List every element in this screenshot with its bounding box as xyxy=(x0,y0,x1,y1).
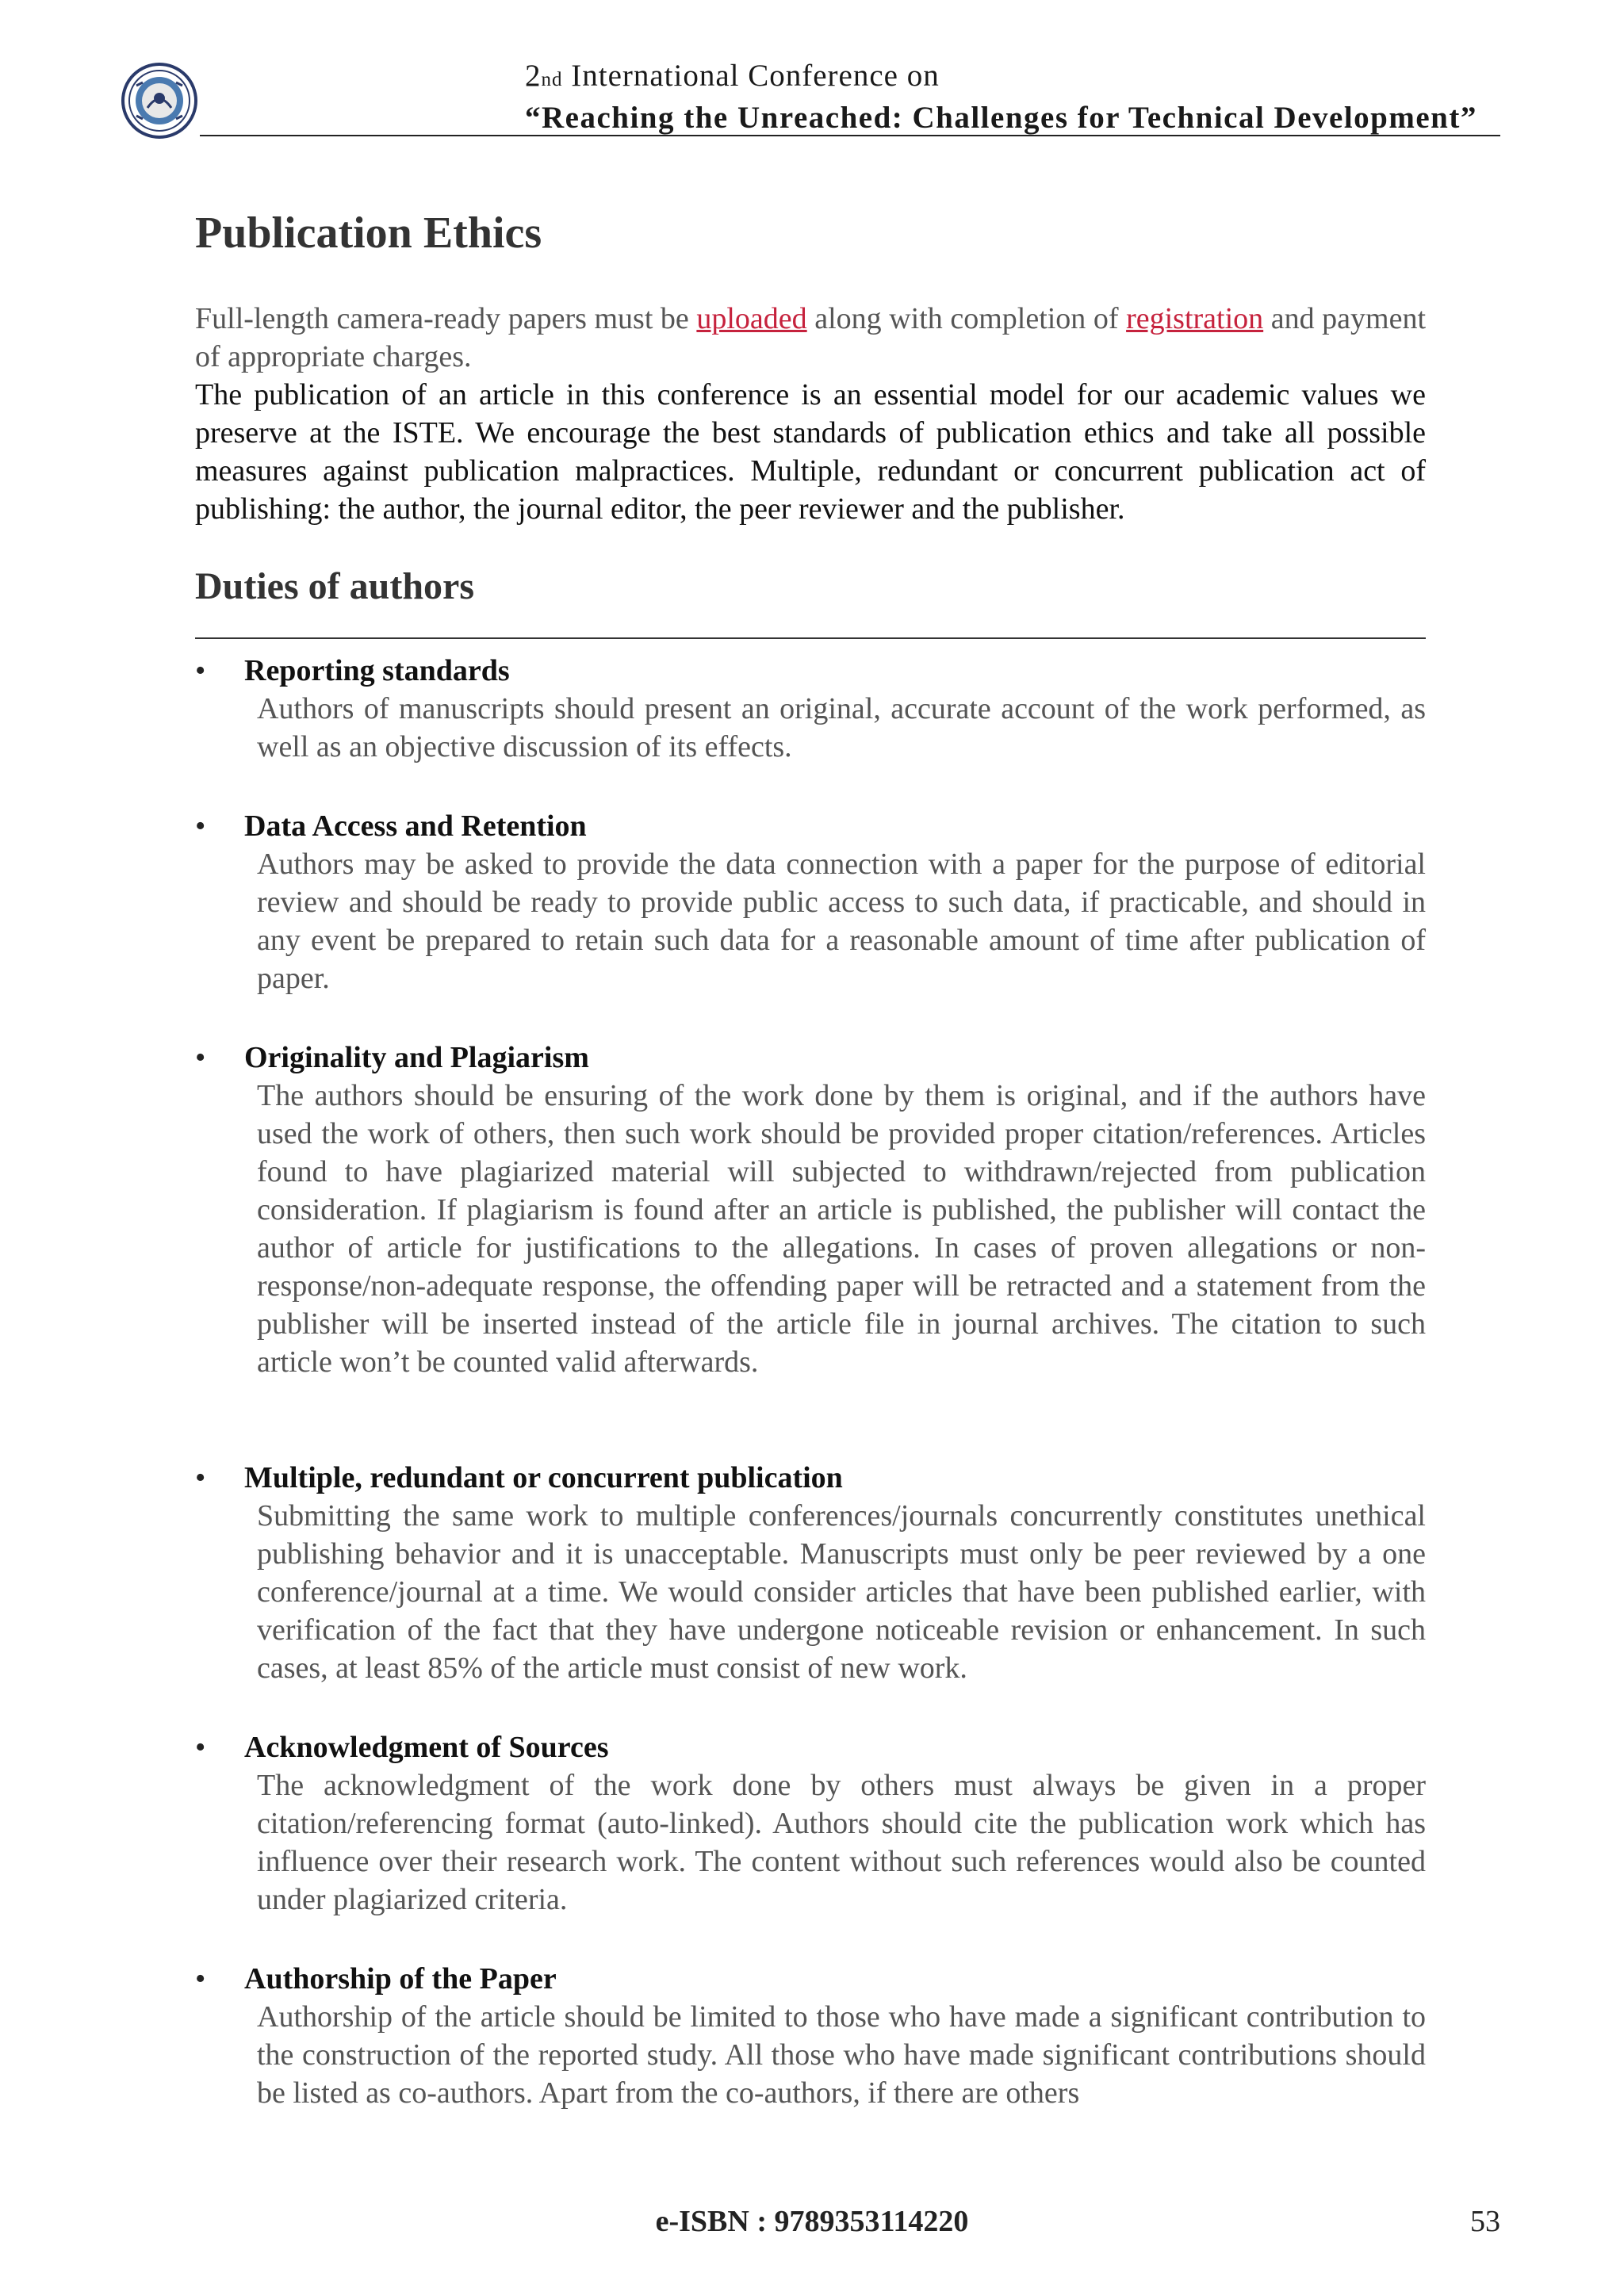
conference-theme: “Reaching the Unreached: Challenges for Technical Development” xyxy=(525,101,1477,135)
bullet: • xyxy=(195,1461,206,1494)
ordinal-suffix: nd xyxy=(541,69,563,90)
footer-isbn: e-ISBN : 9789353114220 xyxy=(655,2205,969,2238)
bullet: • xyxy=(195,1041,206,1074)
duty-title: Data Access and Retention xyxy=(244,809,587,843)
duty-body: Authors may be asked to provide the data connection with a paper for the purpose of editorial review and should be ready to provide public access to such data, if practicable, and should in any event be prepared to retain such data for a reasonable amount of time after publication of paper. xyxy=(257,848,1426,995)
duty-title: Originality and Plagiarism xyxy=(244,1041,589,1074)
registration-link[interactable]: registration xyxy=(1126,302,1264,335)
duty-title: Reporting standards xyxy=(244,654,510,687)
duty-body: Submitting the same work to multiple conferences/journals concurrently constitutes unethical publishing behavior and it is unacceptable. Manuscripts must only be peer reviewed by a one conference/journal at a time. We would consider articles that have been published earlier, with verification of the fact that they have undergone noticeable revision or enhancement. In such cases, at least 85% of the article must consist of new work. xyxy=(257,1499,1426,1685)
duty-title: Acknowledgment of Sources xyxy=(244,1731,609,1764)
duty-body: Authors of manuscripts should present an original, accurate account of the work performed, as well as an objective discussion of its effects. xyxy=(257,692,1426,763)
uploaded-link[interactable]: uploaded xyxy=(696,302,807,335)
ethics-paragraph: The publication of an article in this conference is an essential model for our academic values we preserve at the ISTE. We encourage the best standards of publication ethics and take all possible measures against publication malpractices. Multiple, redundant or concurrent publication act of publishing: the author, the journal editor, the peer reviewer and the publisher. xyxy=(195,378,1426,526)
page-title: Publication Ethics xyxy=(195,209,542,258)
duty-body: The authors should be ensuring of the work done by them is original, and if the authors have used the work of others, then such work should be provided proper citation/references. Articles found to have plagiarized material will subjected to withdrawn/rejected from publication consideration. If plagiarism is found after an article is published, the publisher will contact the author of article for justifications to the allegations. In cases of proven allegations or non-response/non-adequate response, the offending paper will be retracted and a statement from the publisher will be inserted instead of the article file in journal archives. The citation to such article won’t be counted valid afterwards. xyxy=(257,1079,1426,1379)
duty-title: Multiple, redundant or concurrent publication xyxy=(244,1461,843,1494)
duty-body: Authorship of the article should be limited to those who have made a significant contribution to the construction of the reported study. All those who have made significant contributions should be listed as co-authors. Apart from the co-authors, if there are others xyxy=(257,2000,1426,2110)
header-divider xyxy=(200,135,1500,136)
section-title: Duties of authors xyxy=(195,565,475,607)
bullet: • xyxy=(195,809,206,843)
duty-body: The acknowledgment of the work done by others must always be given in a proper citation/referencing format (auto-linked). Authors should cite the publication work which has influence over their research work. The content without such references would also be counted under plagiarized criteria. xyxy=(257,1769,1426,1916)
bullet: • xyxy=(195,1962,206,1996)
conference-name-line: 2nd International Conference on xyxy=(525,59,940,93)
bullet: • xyxy=(195,654,206,687)
page-number: 53 xyxy=(1470,2205,1500,2238)
intro-text: Full-length camera-ready papers must be uploaded along with completion of registration and payment of appropriate charges. The publication of an article in this conference is an essential model for our academic values we preserve at the ISTE. We encourage the best standards of publication ethics and take all possible measures against publication malpractices. Multiple, redundant or concurrent publication act of publishing: the author, the journal editor, the peer reviewer and the publisher. xyxy=(195,300,1426,528)
duty-title: Authorship of the Paper xyxy=(244,1962,557,1996)
bullet: • xyxy=(195,1731,206,1764)
conference-header xyxy=(525,57,1500,137)
conference-logo xyxy=(121,62,198,140)
section-divider xyxy=(195,637,1426,639)
